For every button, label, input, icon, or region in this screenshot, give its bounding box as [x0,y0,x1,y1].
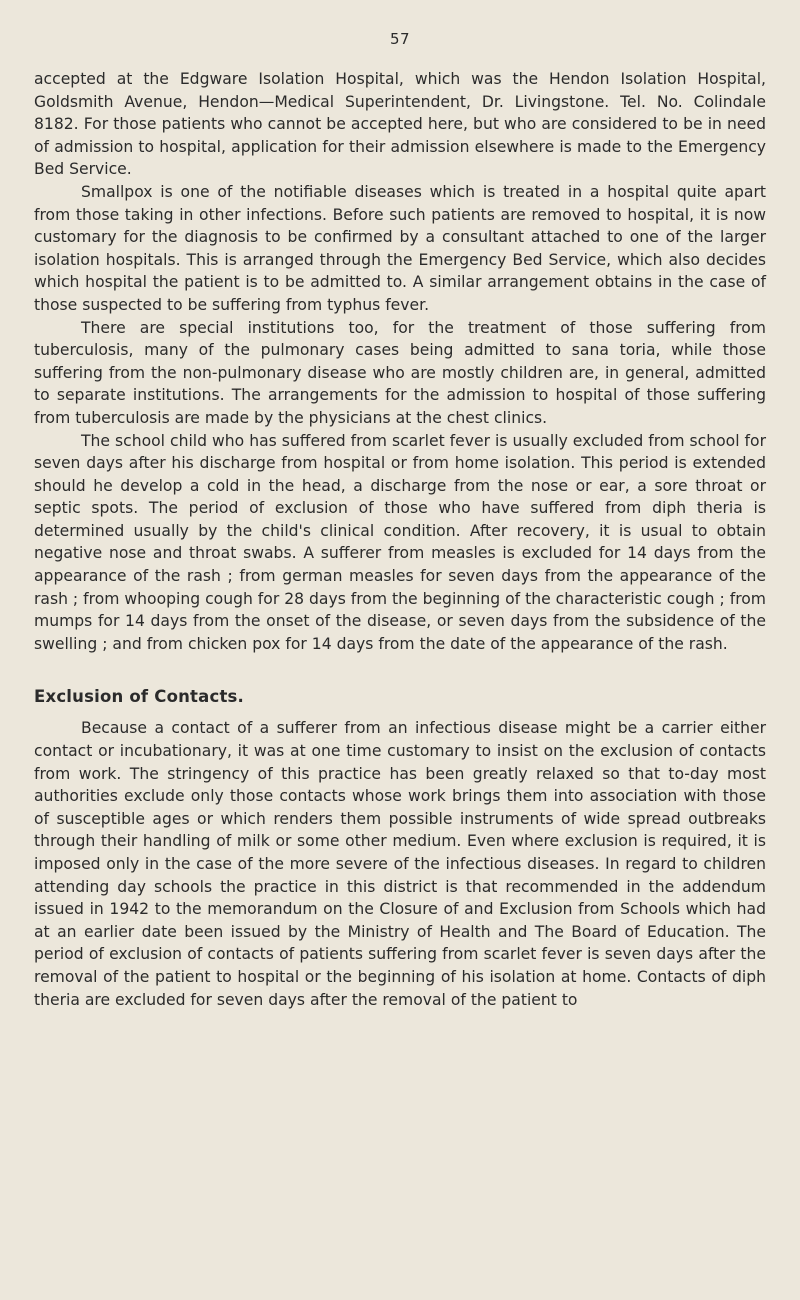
paragraph-tuberculosis: There are special institutions too, for the treatment of those suffering from tuberculosis, many of the pulmonary cases being admitted to sana toria, while those suffering from the non-pulmonary disease who are mostly children are, in general, admitted to separate institutions. The arrangements for the admission to hospital of those suffering from tuberculosis are made by the physicians at the chest clinics. [34,318,766,427]
paragraph-smallpox: Smallpox is one of the notifiable diseases which is treated in a hospital quite apart from those taking in other infections. Before such patients are removed to hospital, it is now customary for the diagnosis to be confirmed by a consultant attached to one of the larger isolation hospitals. This is arranged through the Emergency Bed Service, which also decides which hospital the patient is to be admitted to. A similar arrangement obtains in the case of those suspected to be suffering from typhus fever. [34,182,766,314]
page-number: 57 [389,30,411,48]
section-heading: Exclusion of Contacts. [34,687,245,707]
paragraph-school-exclusion: The school child who has suffered from scarlet fever is usually excluded from school for seven days after his discharge from hospital or from home isolation. This period is extended should he develop a cold in the head, a discharge from the nose or ear, a sore throat or septic spots. The period of exclusion of those who have suffered from diph theria is determined usually by the child's clinical condition. After recovery, it is usual to obtain negative nose and throat swabs. A sufferer from measles is excluded for 14 days from the appearance of the rash ; from german measles for seven days from the appearance of the rash ; from whooping cough for 28 days from the beginning of the characteristic cough ; from mumps for 14 days from the onset of the disease, or seven days from the subsidence of the swelling ; and from chicken pox for 14 days from the date of the appearance of the rash. [34,431,766,653]
body-text [34,68,766,1011]
paragraph-exclusion-of-contacts: Because a contact of a sufferer from an infectious disease might be a carrier either contact or incubationary, it was at one time customary to insist on the exclusion of contacts from work. The stringency of this practice has been greatly relaxed so that to-day most authorities exclude only those contacts whose work brings them into association with those of susceptible ages or which renders them possible instruments of wide spread outbreaks through their handling of milk or some other medium. Even where exclusion is required, it is imposed only in the case of the more severe of the infectious diseases. In regard to children attending day schools the practice in this district is that recommended in the addendum issued in 1942 to the memorandum on the Closure of and Exclusion from Schools which had at an earlier date been issued by the Ministry of Health and The Board of Education. The period of exclusion of contacts of patients suffering from scarlet fever is seven days after the removal of the patient to hospital or the beginning of his isolation at home. Contacts of diph theria are excluded for seven days after the removal of the patient to [34,719,766,1009]
paragraph-hospital-admission: accepted at the Edgware Isolation Hospital, which was the Hendon Isolation Hospital, Goldsmith Avenue, Hendon—Medical Superintendent, Dr. Livingstone. Tel. No. Colindale 8182. For those patients who cannot be accepted here, but who are considered to be in need of admission to hospital, application for their admission elsewhere is made to the Emergency Bed Service. [34,70,766,179]
